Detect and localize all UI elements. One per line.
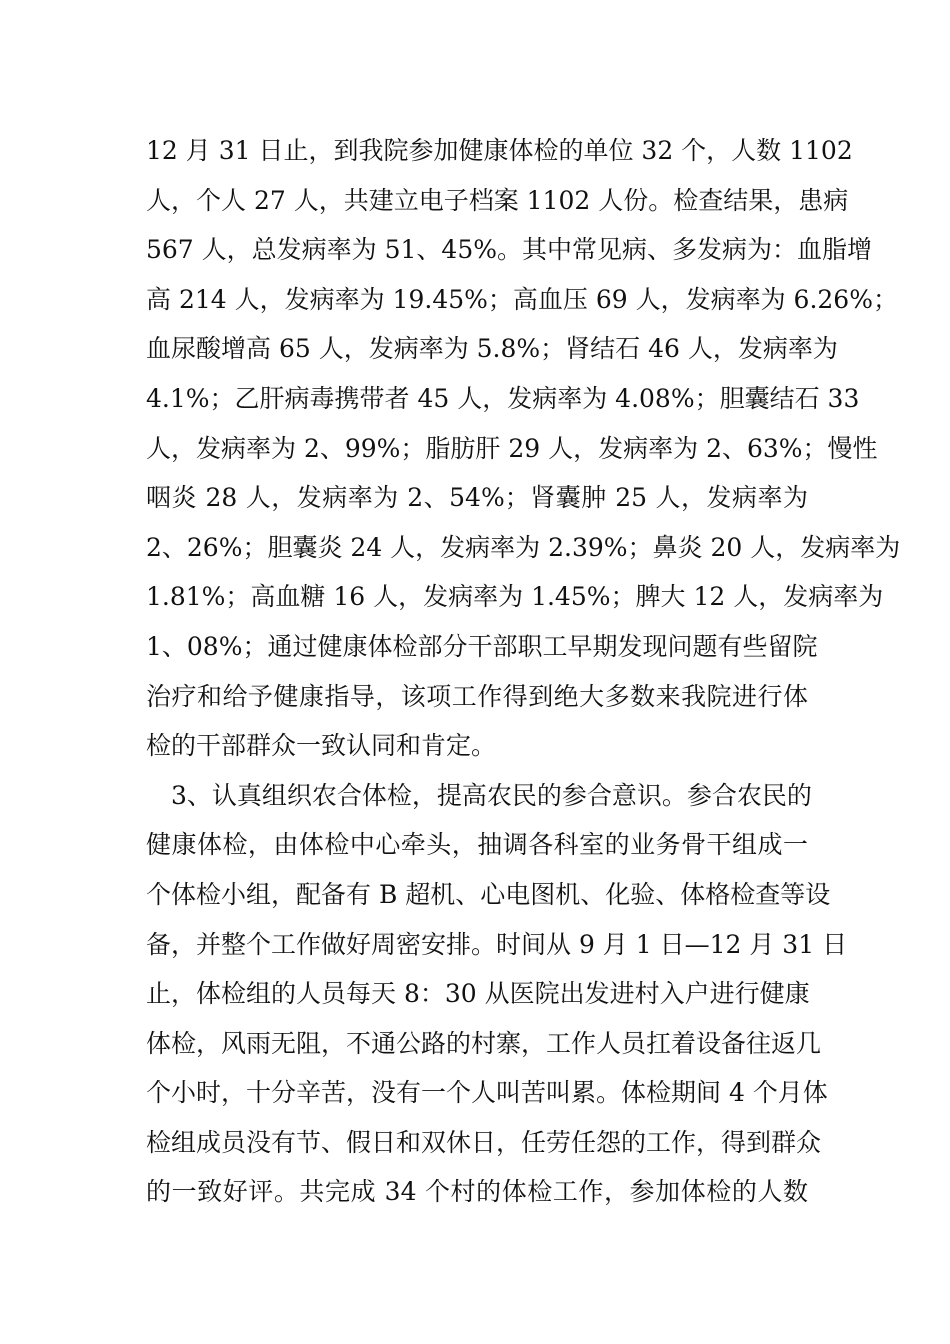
text-line: 止，体检组的人员每天 8：30 从医院出发进村入户进行健康	[146, 979, 810, 1009]
text-line: 咽炎 28 人，发病率为 2、54%；肾囊肿 25 人，发病率为	[146, 483, 808, 513]
text-line: 的一致好评。共完成 34 个村的体检工作，参加体检的人数	[146, 1177, 808, 1207]
text-line: 2、26%；胆囊炎 24 人，发病率为 2.39%；鼻炎 20 人，发病率为	[146, 532, 901, 562]
text-line: 4.1%；乙肝病毒携带者 45 人，发病率为 4.08%；胆囊结石 33	[146, 383, 860, 413]
text-line: 1、08%；通过健康体检部分干部职工早期发现问题有些留院	[146, 631, 818, 661]
text-line: 检组成员没有节、假日和双休日，任劳任怨的工作，得到群众	[146, 1127, 822, 1157]
text-line: 12 月 31 日止，到我院参加健康体检的单位 32 个，人数 1102	[146, 136, 853, 165]
text-line: 备，并整个工作做好周密安排。时间从 9 月 1 日—12 月 31 日	[146, 929, 848, 959]
text-line: 健康体检，由体检中心牵头，抽调各科室的业务骨干组成一	[146, 830, 808, 860]
text-line: 血尿酸增高 65 人，发病率为 5.8%；肾结石 46 人，发病率为	[146, 334, 838, 364]
text-line: 人，个人 27 人，共建立电子档案 1102 人份。检查结果，患病	[146, 185, 849, 215]
body-text	[146, 126, 901, 1217]
text-line: 567 人，总发病率为 51、45%。其中常见病、多发病为：血脂增	[146, 235, 872, 265]
paragraph-end-line: 检的干部群众一致认同和肯定。	[146, 731, 497, 761]
text-line: 人，发病率为 2、99%；脂肪肝 29 人，发病率为 2、63%；慢性	[146, 433, 878, 463]
text-line: 体检，风雨无阻，不通公路的村寨，工作人员扛着设备往返几	[146, 1028, 822, 1058]
text-line: 个体检小组，配备有 B 超机、心电图机、化验、体格检查等设	[146, 879, 831, 909]
text-line: 1.81%；高血糖 16 人，发病率为 1.45%；脾大 12 人，发病率为	[146, 582, 884, 612]
text-line: 3、认真组织农合体检，提高农民的参合意识。参合农民的	[146, 780, 812, 810]
text-line: 高 214 人，发病率为 19.45%；高血压 69 人，发病率为 6.26%；	[146, 284, 898, 314]
text-line: 个小时，十分辛苦，没有一个人叫苦叫累。体检期间 4 个月体	[146, 1078, 828, 1108]
text-line: 治疗和给予健康指导，该项工作得到绝大多数来我院进行体	[146, 681, 808, 711]
